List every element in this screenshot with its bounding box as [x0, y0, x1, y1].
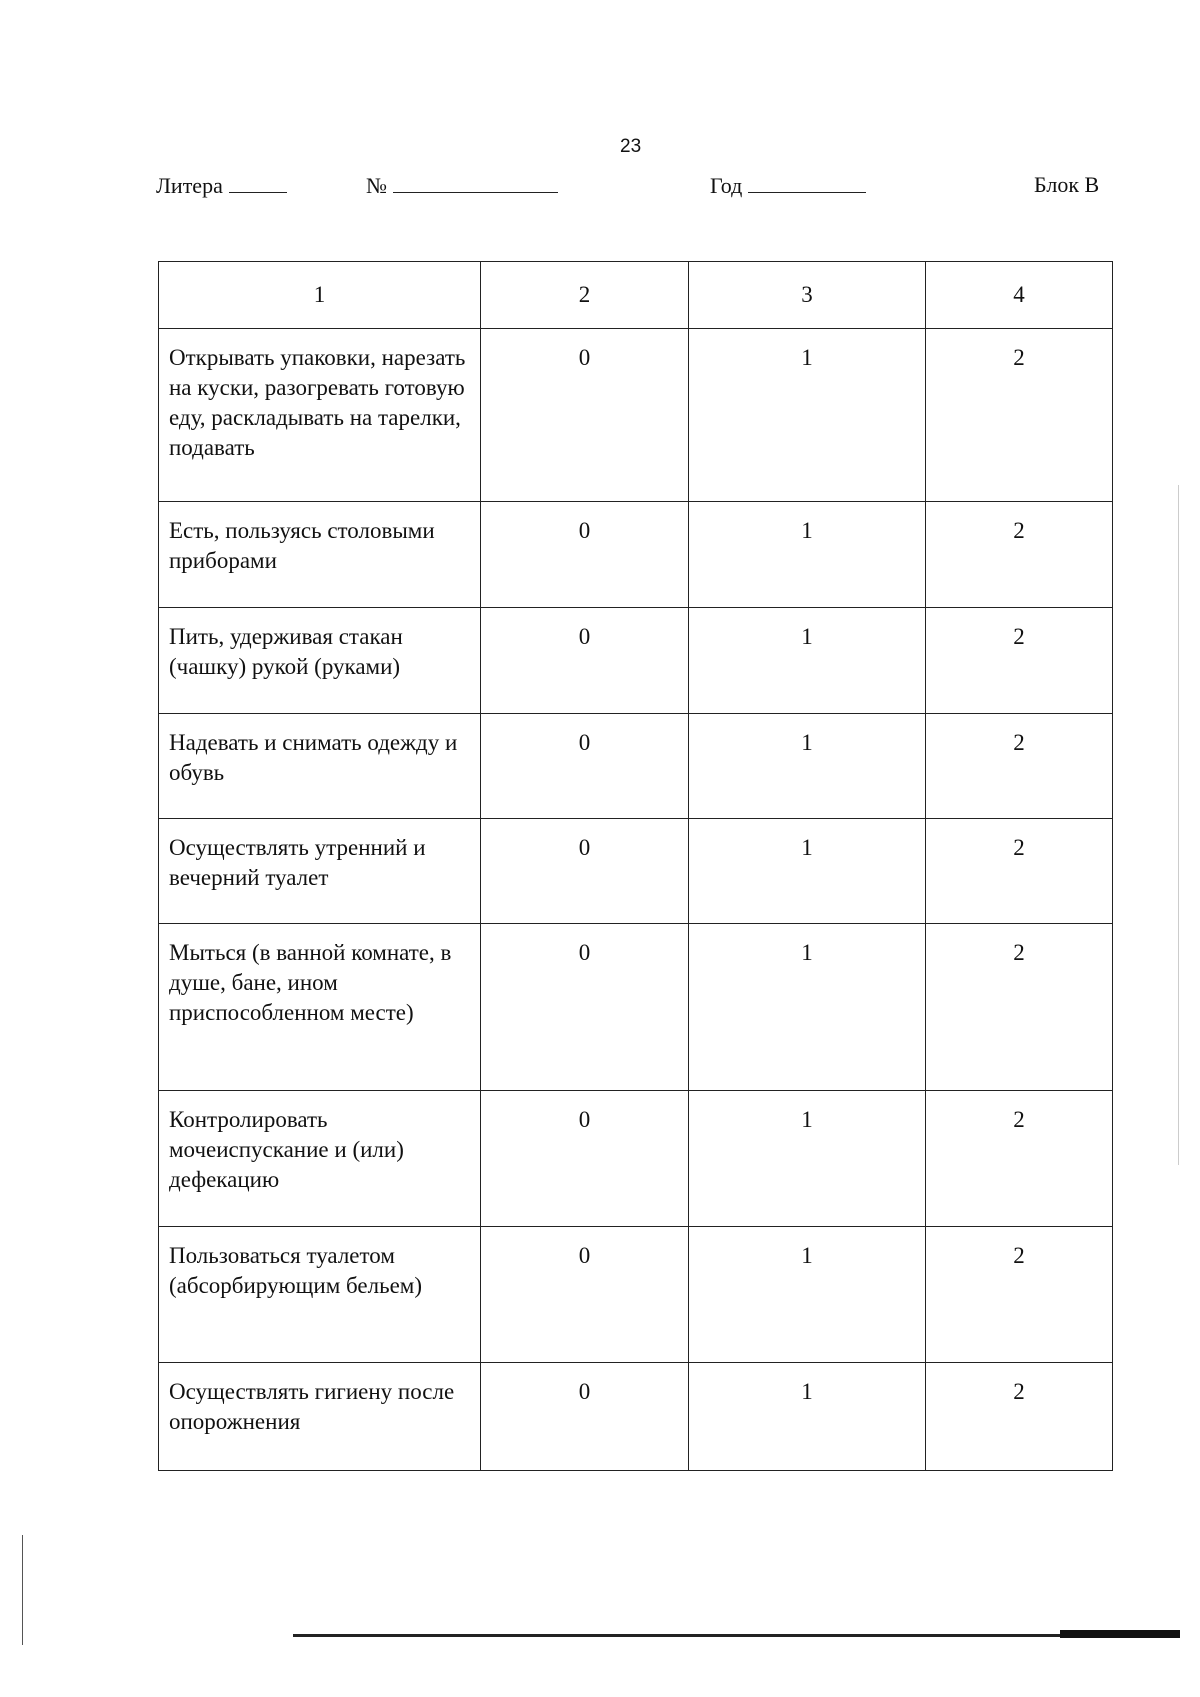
score-1: 1 [689, 924, 926, 1091]
score-1: 1 [689, 608, 926, 714]
table-row [159, 924, 1113, 1091]
table-row [159, 1227, 1113, 1363]
block-label: Блок В [1034, 172, 1100, 197]
table-row [159, 502, 1113, 608]
number-blank [393, 172, 558, 193]
row-label: Пить, удерживая стакан (чашку) рукой (руками) [159, 608, 481, 714]
assessment-table [158, 261, 1113, 1471]
score-1: 1 [689, 329, 926, 502]
footer-rule-thick [1060, 1630, 1180, 1638]
score-0: 0 [481, 1091, 689, 1227]
number-label: № [366, 173, 387, 198]
column-header-3: 3 [689, 262, 926, 329]
score-2: 2 [926, 1091, 1113, 1227]
litera-field [156, 172, 287, 199]
row-label: Открывать упаковки, нарезать на куски, разогревать готовую еду, раскладывать на тарелки, подавать [159, 329, 481, 502]
table-row [159, 329, 1113, 502]
score-1: 1 [689, 502, 926, 608]
column-header-1: 1 [159, 262, 481, 329]
scan-margin-mark-right [1178, 485, 1179, 1165]
row-label: Контролировать мочеиспускание и (или) дефекацию [159, 1091, 481, 1227]
year-label: Год [710, 173, 743, 198]
score-0: 0 [481, 1363, 689, 1471]
scan-margin-mark [22, 1535, 23, 1645]
score-0: 0 [481, 608, 689, 714]
row-label: Осуществлять утренний и вечерний туалет [159, 819, 481, 924]
score-2: 2 [926, 1363, 1113, 1471]
score-2: 2 [926, 1227, 1113, 1363]
score-0: 0 [481, 1227, 689, 1363]
column-header-4: 4 [926, 262, 1113, 329]
row-label: Надевать и снимать одежду и обувь [159, 714, 481, 819]
score-2: 2 [926, 329, 1113, 502]
row-label: Мыться (в ванной комнате, в душе, бане, ином приспособленном месте) [159, 924, 481, 1091]
score-1: 1 [689, 1363, 926, 1471]
row-label: Осуществлять гигиену после опорожнения [159, 1363, 481, 1471]
score-0: 0 [481, 502, 689, 608]
table-row [159, 608, 1113, 714]
score-0: 0 [481, 714, 689, 819]
table-row [159, 819, 1113, 924]
score-2: 2 [926, 819, 1113, 924]
score-1: 1 [689, 1227, 926, 1363]
litera-blank [229, 172, 287, 193]
litera-label: Литера [156, 173, 223, 198]
row-label: Пользоваться туалетом (абсорбирующим бельем) [159, 1227, 481, 1363]
score-2: 2 [926, 608, 1113, 714]
score-2: 2 [926, 714, 1113, 819]
column-header-2: 2 [481, 262, 689, 329]
row-label: Есть, пользуясь столовыми приборами [159, 502, 481, 608]
footer-rule [293, 1634, 1179, 1637]
table-row [159, 1363, 1113, 1471]
score-0: 0 [481, 819, 689, 924]
score-1: 1 [689, 819, 926, 924]
score-0: 0 [481, 924, 689, 1091]
year-blank [748, 172, 866, 193]
year-field [710, 172, 866, 199]
score-2: 2 [926, 502, 1113, 608]
score-1: 1 [689, 714, 926, 819]
score-2: 2 [926, 924, 1113, 1091]
score-1: 1 [689, 1091, 926, 1227]
number-field [366, 172, 558, 199]
table-header-row [159, 262, 1113, 329]
table-row [159, 714, 1113, 819]
score-0: 0 [481, 329, 689, 502]
table-row [159, 1091, 1113, 1227]
page-number: 23 [620, 136, 642, 157]
